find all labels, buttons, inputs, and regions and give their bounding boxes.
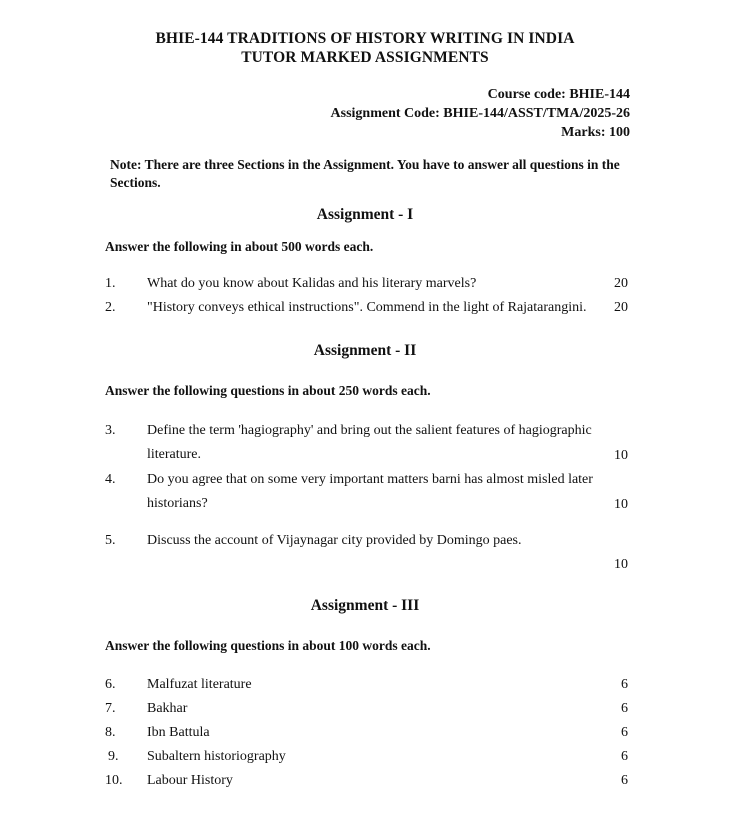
section-title-1: Assignment - I: [316, 206, 414, 223]
question-number: 3.: [105, 423, 116, 438]
question-text: Subaltern historiography: [147, 749, 286, 764]
question-number: 2.: [105, 300, 116, 315]
question-text-continued: literature.: [147, 447, 202, 462]
question-text: Malfuzat literature: [147, 677, 252, 692]
assignment-code: Assignment Code: BHIE-144/ASST/TMA/2025-26: [330, 106, 630, 121]
question-text: Ibn Battula: [147, 725, 210, 740]
question-text: "History conveys ethical instructions". Commend in the light of Rajatarangini.: [147, 300, 587, 315]
question-text-continued: historians?: [147, 496, 208, 511]
question-number: 10.: [105, 773, 123, 788]
question-marks: 6: [621, 725, 628, 740]
question-marks: 10: [614, 448, 628, 463]
question-marks: 6: [621, 773, 628, 788]
question-number: 7.: [105, 701, 116, 716]
document-title: BHIE-144 TRADITIONS OF HISTORY WRITING IN INDIA: [155, 30, 575, 47]
question-marks: 20: [614, 276, 628, 291]
question-text: Labour History: [147, 773, 233, 788]
question-text: Do you agree that on some very important matters barni has almost misled later: [147, 472, 593, 487]
section-instruction-2: Answer the following questions in about 250 words each.: [105, 383, 431, 398]
section-instruction-3: Answer the following questions in about 100 words each.: [105, 638, 431, 653]
question-number: 4.: [105, 472, 116, 487]
section-instruction-1: Answer the following in about 500 words each.: [105, 239, 374, 254]
course-code: Course code: BHIE-144: [487, 87, 630, 102]
question-text: Define the term 'hagiography' and bring out the salient features of hagiographic: [147, 423, 592, 438]
question-marks: 20: [614, 300, 628, 315]
question-number: 5.: [105, 533, 116, 548]
total-marks: Marks: 100: [561, 125, 630, 140]
note: Note: There are three Sections in the Assignment. You have to answer all questions in the Sections.: [110, 157, 620, 190]
question-marks: 10: [614, 557, 628, 572]
document-subtitle: TUTOR MARKED ASSIGNMENTS: [241, 49, 489, 66]
question-number: 1.: [105, 276, 116, 291]
question-marks: 6: [621, 701, 628, 716]
question-text: Bakhar: [147, 701, 188, 716]
question-text: Discuss the account of Vijaynagar city provided by Domingo paes.: [147, 533, 522, 548]
question-marks: 6: [621, 677, 628, 692]
question-marks: 6: [621, 749, 628, 764]
question-text: What do you know about Kalidas and his literary marvels?: [147, 276, 477, 291]
section-title-3: Assignment - III: [310, 597, 420, 614]
question-number: 8.: [105, 725, 116, 740]
question-marks: 10: [614, 497, 628, 512]
section-title-2: Assignment - II: [313, 342, 417, 359]
question-number: 9.: [108, 749, 119, 764]
question-number: 6.: [105, 677, 116, 692]
